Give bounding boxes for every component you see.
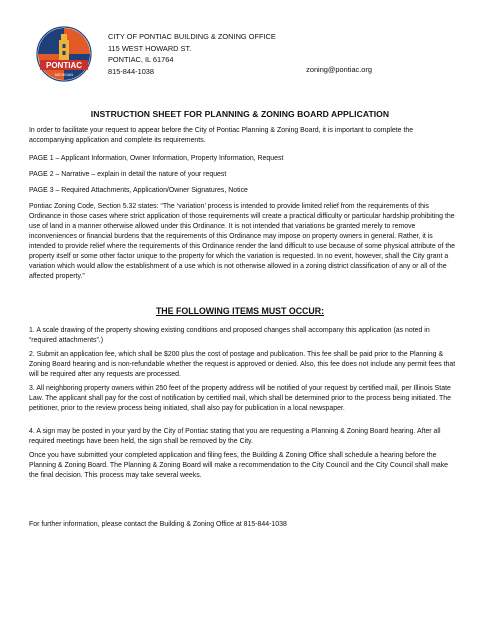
- logo-text: PONTIAC: [46, 61, 82, 70]
- items-heading: THE FOLLOWING ITEMS MUST OCCUR:: [155, 306, 325, 316]
- page-1-description: PAGE 1 – Applicant Information, Owner Information, Property Information, Request: [29, 155, 284, 162]
- office-phone: 815-844-1038: [108, 66, 155, 76]
- item-1: 1. A scale drawing of the property showing existing conditions and proposed changes shall accompany this application (as noted in “required attachments”.): [29, 327, 430, 344]
- item-2: 2. Submit an application fee, which shall be $200 plus the cost of postage and publication. This fee shall be paid prior to the Planning & Zoning Board hearing and is non-refundable whether the request is approved or denied. Also, this fee does not include any permit fees that will be required after any requests are processed.: [29, 351, 456, 378]
- office-city: PONTIAC, IL 61764: [108, 55, 174, 65]
- logo-subtext: MICHIGAN: [55, 73, 73, 77]
- page-3-description: PAGE 3 – Required Attachments, Application/Owner Signatures, Notice: [29, 187, 248, 194]
- intro-paragraph: In order to facilitate your request to appear before the City of Pontiac Planning & Zoning Board, it is important to complete the accompanying application and complete its requirements.: [29, 127, 414, 144]
- office-email[interactable]: zoning@pontiac.org: [306, 65, 372, 74]
- office-name: CITY OF PONTIAC BUILDING & ZONING OFFICE: [108, 32, 276, 41]
- page-2-description: PAGE 2 – Narrative – explain in detail the nature of your request: [29, 171, 227, 178]
- zoning-code-paragraph: Pontiac Zoning Code, Section 5.32 states: “The ‘variation’ process is intended to provide limited relief from the requirements of this Ordinance in those cases where strict application of those requirements will create a practical difficulty or particular hardship prohibiting the use of land in a manner otherwise allowed under this Ordinance. It is not intended that variations be granted merely to remove inconveniences or financial burdens that the requirements of this Ordinance may impose on property owners in general. Rather, it is intended to provide relief where the requirements of this Ordinance render the land difficult to use because of some physical attribute of the property itself or some other factor unique to the property for which the variation is requested. In no event, however, shall the City grant a variation which would allow the establishment of a use which is not otherwise allowed in a zoning district classification of any or all of the affected property.”: [29, 203, 456, 280]
- further-info: For further information, please contact the Building & Zoning Office at 815-844-1038: [29, 521, 287, 528]
- office-address: [108, 31, 276, 77]
- item-3: 3. All neighboring property owners within 250 feet of the property address will be notified of your request by certified mail, per Illinois State Law. The applicant shall pay for the cost of notification by certified mail, which shall be determined prior to the process being initiated. The petitioner, prior to the review process being initiated, shall also pay for publication in a local newspaper.: [29, 385, 452, 412]
- page-title: INSTRUCTION SHEET FOR PLANNING & ZONING BOARD APPLICATION: [90, 109, 390, 119]
- closing-paragraph: Once you have submitted your completed application and filing fees, the Building & Zoning Office shall schedule a hearing before the Planning & Zoning Board. The Planning & Zoning Board will make a recommendation to the City Council and the City Council shall make the final decision. This process may take several weeks.: [29, 452, 449, 479]
- pontiac-logo: [36, 26, 92, 82]
- item-4: 4. A sign may be posted in your yard by the City of Pontiac stating that you are requesting a Planning & Zoning Board hearing. After all required meetings have been held, the sign shall be removed by the City.: [29, 428, 441, 445]
- office-street: 115 WEST HOWARD ST.: [108, 43, 192, 53]
